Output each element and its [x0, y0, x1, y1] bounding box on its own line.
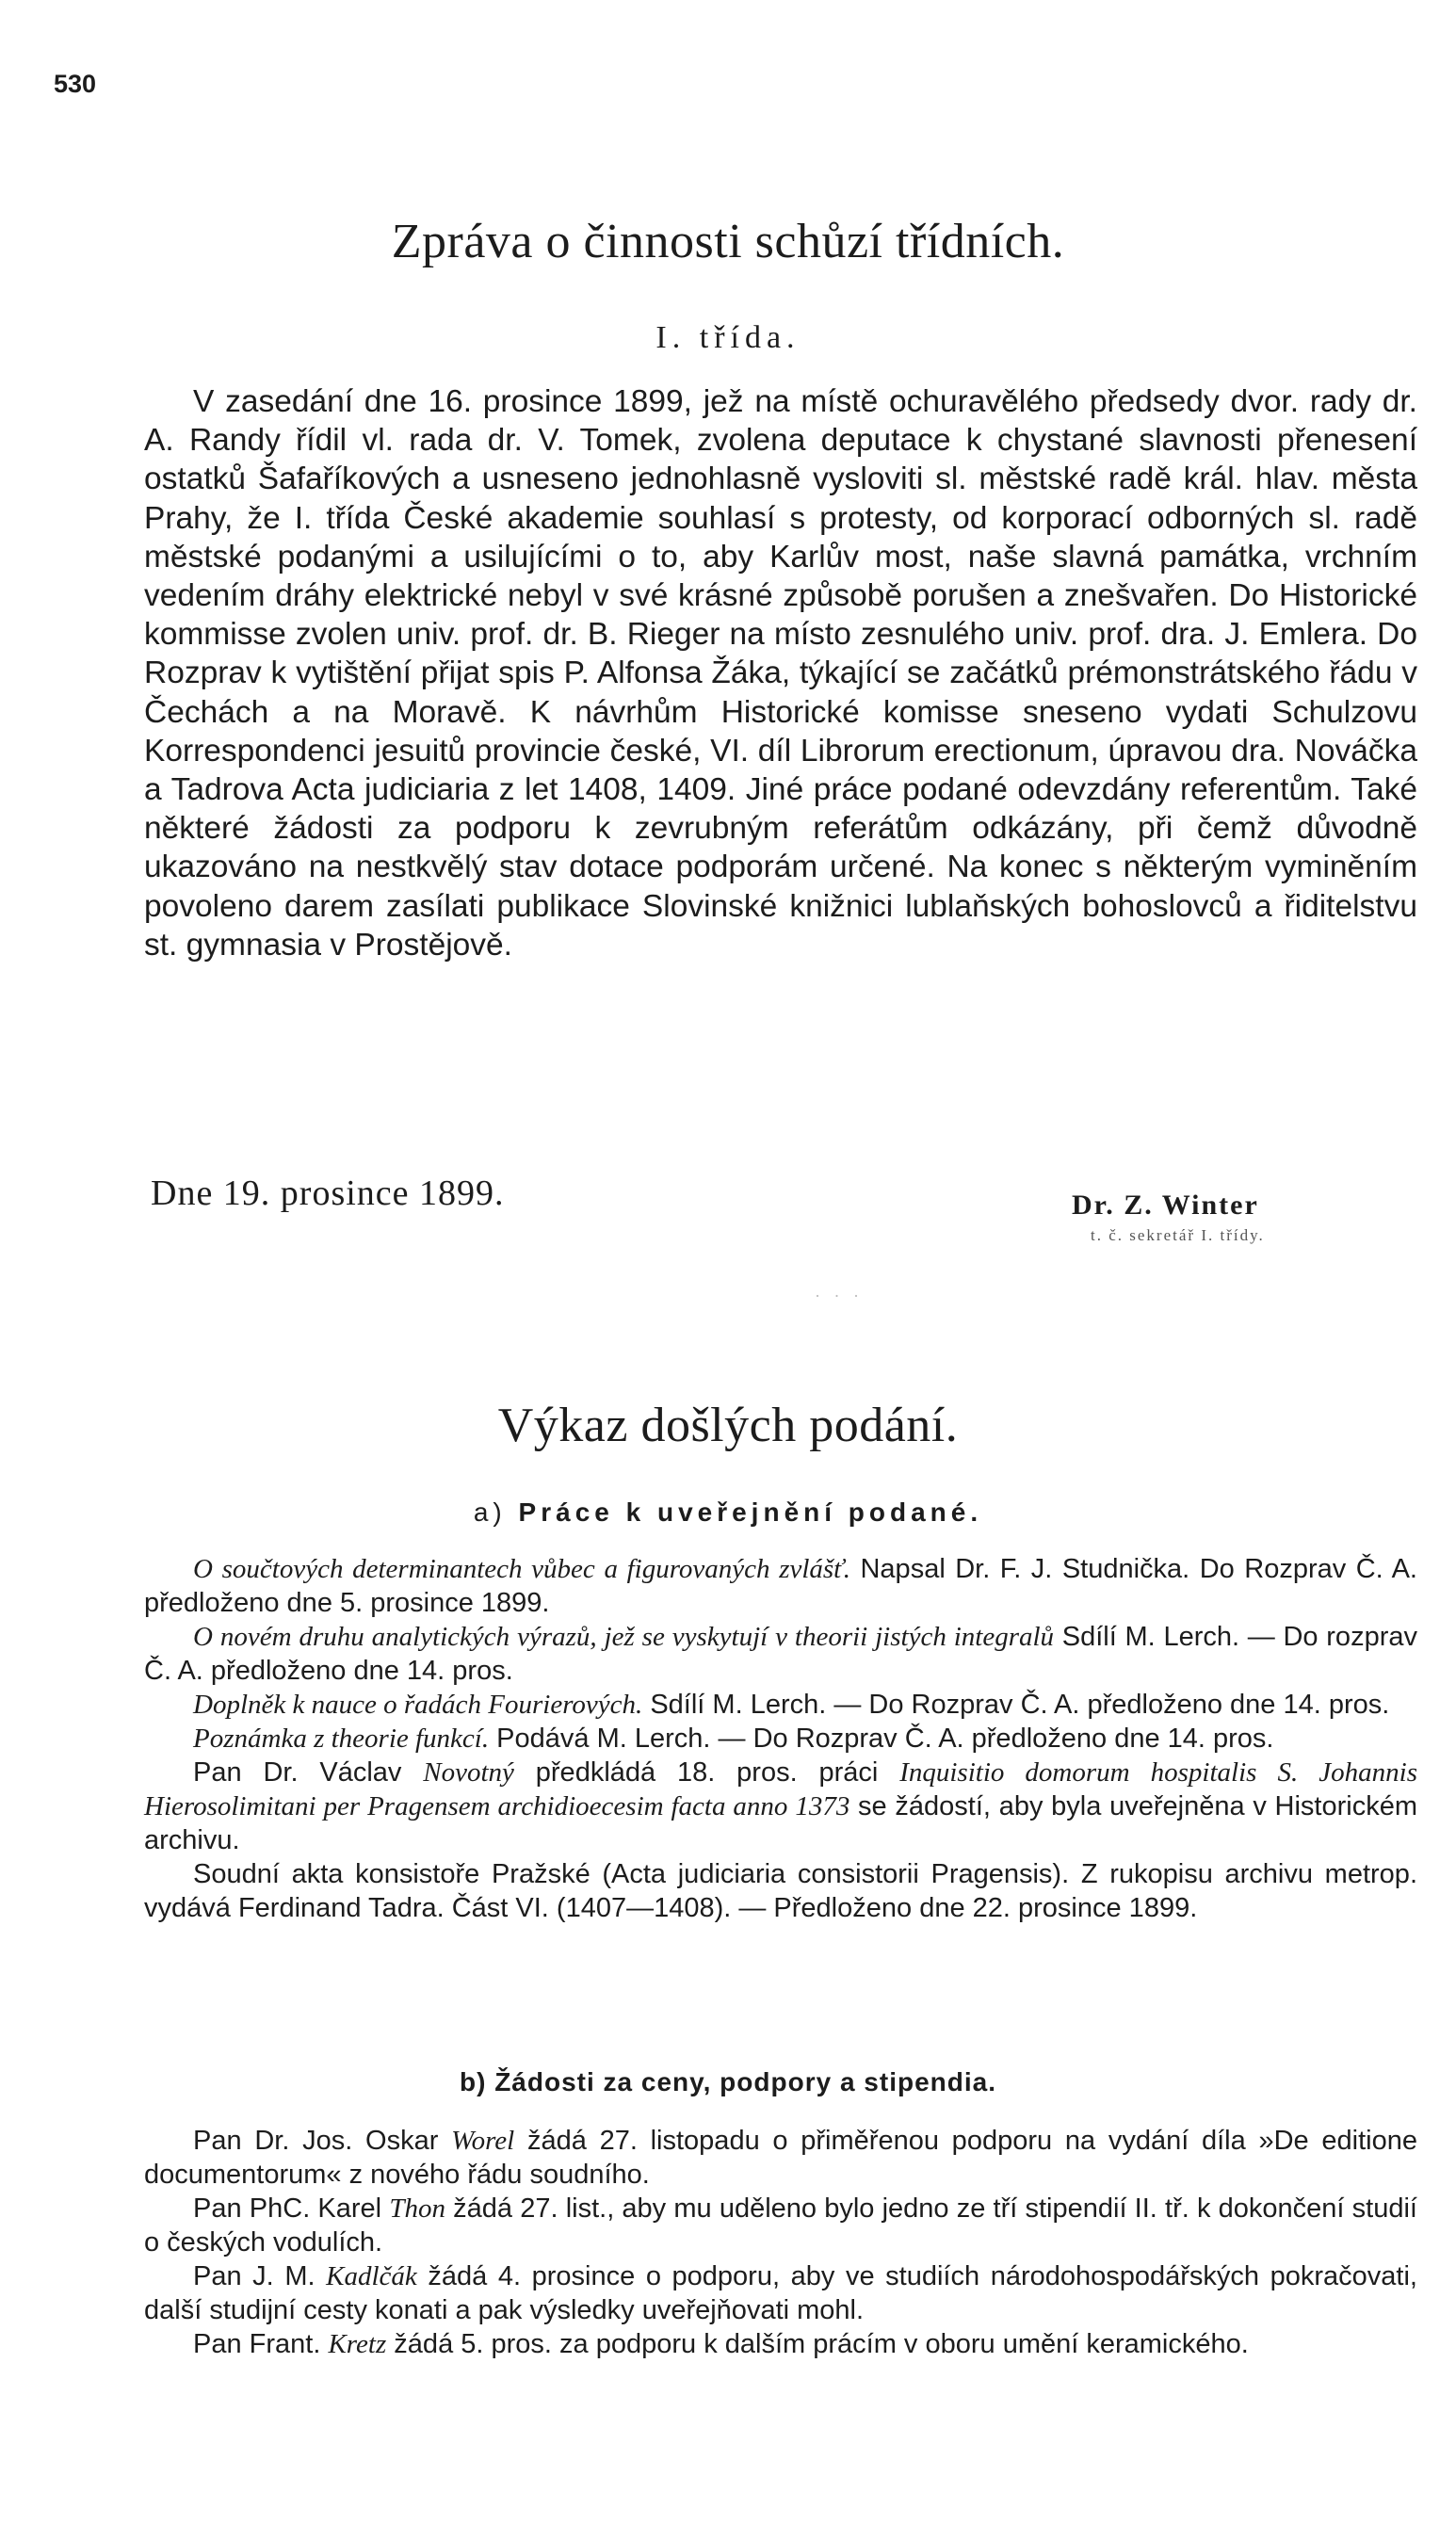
signature-name: Dr. Z. Winter	[1072, 1190, 1259, 1221]
entry-item	[144, 2192, 1417, 2259]
subheading-a-prefix: a)	[473, 1497, 507, 1527]
entry-italic-text: O novém druhu analytických výrazů, jež se vyskytují v theorii jistých integralů	[193, 1622, 1055, 1652]
entry-item	[144, 1722, 1417, 1756]
signature-role: t. č. sekretář I. třídy.	[1091, 1226, 1265, 1244]
entry-text: Podává M. Lerch. — Do Rozprav Č. A. předloženo dne 14. pros.	[489, 1724, 1274, 1754]
separator: · · ·	[815, 1287, 864, 1305]
page-number: 530	[54, 70, 97, 98]
entries-a-list	[144, 1552, 1417, 1925]
entry-italic-text: Inquisitio domorum hospitalis S. Johannis Hierosolimitani per Pragensem archidioecesim facta anno 1373	[144, 1757, 1417, 1821]
entry-italic-text: O součtových determinantech vůbec a figurovaných zvlášť.	[193, 1554, 851, 1584]
subheading-b: b) Žádosti za ceny, podpory a stipendia.	[459, 2067, 996, 2096]
entry-item	[144, 1688, 1417, 1722]
entry-item	[144, 2259, 1417, 2327]
entry-italic-text: Poznámka z theorie funkcí.	[193, 1724, 490, 1754]
entry-item	[144, 2124, 1417, 2192]
date-line: Dne 19. prosince 1899.	[151, 1173, 505, 1213]
page-title: Zpráva o činnosti schůzí třídních.	[391, 215, 1065, 268]
entry-text: předkládá 18. pros. práci	[513, 1757, 900, 1788]
entry-text: Pan Dr. Jos. Oskar	[193, 2126, 452, 2156]
entry-item	[144, 1620, 1417, 1688]
entry-text: se žádostí, aby byla uveřejněna v Historickém archivu.	[144, 1791, 1418, 1855]
entry-text: žádá 5. pros. za podporu k dalším prácím v oboru umění keramického.	[386, 2329, 1249, 2359]
entry-text: žádá 27. listopadu o přiměřenou podporu na vydání díla »De editione documentorum« z nového řádu soudního.	[144, 2126, 1417, 2190]
entry-text: Pan J. M.	[193, 2261, 327, 2291]
entry-item	[144, 2327, 1417, 2361]
entry-text: Pan Dr. Václav	[193, 1757, 424, 1788]
entry-item	[144, 1756, 1417, 1857]
report-paragraph: V zasedání dne 16. prosince 1899, jež na místě ochuravělého předsedy dvor. rady dr. A. Randy řídil vl. rada dr. V. Tomek, zvolena deputace k chystané slavnosti přenesení ostatků Šafaříkových a usneseno jednohlasně vysloviti sl. městské radě král. hlav. města Prahy, že I. třída České akademie souhlasí s protesty, od korporací odborných sl. radě městské podanými a usilujícími o to, aby Karlův most, naše slavná památka, vrchním vedením dráhy elektrické nebyl v své krásné způsobě porušen a znešvařen. Do Historické kommisse zvolen univ. prof. dr. B. Rieger na místo zesnulého univ. prof. dra. J. Emlera. Do Rozprav k vytištění přijat spis P. Alfonsa Žáka, týkající se začátků prémonstrátského řádu v Čechách a na Moravě. K návrhům Historické komisse sneseno vydati Schulzovu Korrespondenci jesuitů provincie české, VI. díl Librorum erectionum, úpravou dra. Nováčka a Tadrova Acta judiciaria z let 1408, 1409. Jiné práce podané odevzdány referentům. Také některé žádosti za podporu k zevrubným referátům odkázány, při čemž důvodně ukazováno na nestkvělý stav dotace podporám určené. Na konec s některým vyminěním povoleno darem zasílati publikace Slovinské knižnici lublaňských bohoslovců a řiditelstvu st. gymnasia v Prostějově.	[144, 384, 1417, 963]
entry-text: žádá 4. prosince o podporu, aby ve studiích národohospodářských pokračovati, další studijní cesty konati a pak výsledky uveřejňovati mohl.	[144, 2261, 1417, 2325]
entry-italic-text: Doplněk k nauce o řadách Fourierových.	[193, 1690, 643, 1720]
entry-text: Sdílí M. Lerch. — Do rozprav Č. A. předloženo dne 14. pros.	[144, 1622, 1417, 1686]
section-heading-class-1: I. třída.	[655, 320, 801, 355]
entry-italic-text: Kretz	[328, 2329, 387, 2359]
entry-text: Pan PhC. Karel	[193, 2193, 390, 2224]
subheading-a-text: Práce k uveřejnění podané.	[518, 1497, 983, 1527]
subheading-a	[0, 1497, 1456, 1528]
entry-text: Sdílí M. Lerch. — Do Rozprav Č. A. předloženo dne 14. pros.	[642, 1690, 1390, 1720]
entries-b-list	[144, 2124, 1417, 2361]
entry-italic-text: Thon	[389, 2193, 445, 2224]
entry-italic-text: Novotný	[423, 1757, 514, 1788]
submissions-title: Výkaz došlých podání.	[497, 1399, 959, 1452]
entry-item	[144, 1552, 1417, 1620]
entry-item	[144, 1857, 1417, 1925]
entry-text: Pan Frant.	[193, 2329, 329, 2359]
entry-text: žádá 27. list., aby mu uděleno bylo jedno ze tří stipendií II. tř. k dokončení studií o českých vodulích.	[144, 2193, 1417, 2258]
entry-italic-text: Worel	[451, 2126, 515, 2156]
entry-italic-text: Kadlčák	[326, 2261, 417, 2291]
entry-text: Soudní akta konsistoře Pražské (Acta judiciaria consistorii Pragensis). Z rukopisu archivu metrop. vydává Ferdinand Tadra. Část VI. (1407—1408). — Předloženo dne 22. prosince 1899.	[144, 1859, 1417, 1923]
entry-text: Napsal Dr. F. J. Studnička. Do Rozprav Č. A. předloženo dne 5. prosince 1899.	[144, 1554, 1417, 1618]
